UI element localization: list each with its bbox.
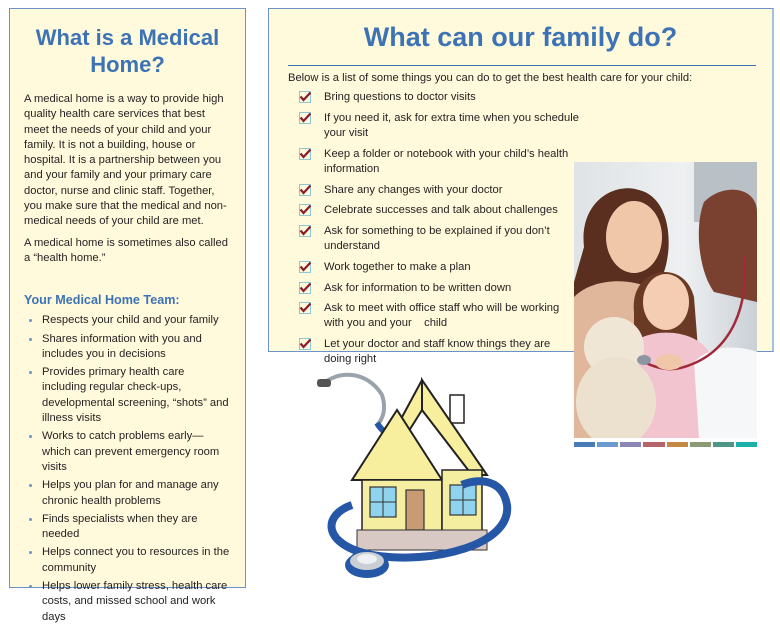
bullet-icon [29,585,32,588]
checkbox-checked-icon [299,282,311,294]
checkbox-checked-icon [299,302,311,314]
team-heading: Your Medical Home Team: [24,293,180,308]
team-item: Helps you plan for and manage any chronic health problems [24,478,231,509]
checkbox-checked-icon [299,148,311,160]
color-swatch [597,442,618,447]
bullet-icon [29,338,32,341]
team-item: Respects your child and your family [24,313,231,328]
bullet-icon [29,319,32,322]
bullet-icon [29,371,32,374]
checkbox-checked-icon [299,184,311,196]
checklist-item: If you need it, ask for extra time when you schedule your visit [299,111,599,141]
checklist-item: Work together to make a plan [299,260,599,275]
team-item: Works to catch problems early—which can prevent emergency room visits [24,429,231,475]
checklist-item: Share any changes with your doctor [299,183,599,198]
checklist-item: Ask for information to be written down [299,281,599,296]
checkbox-checked-icon [299,261,311,273]
color-swatch [574,442,595,447]
color-swatch [643,442,664,447]
checkbox-checked-icon [299,112,311,124]
family-actions-title: What can our family do? [363,22,678,52]
checkbox-checked-icon [299,225,311,237]
checklist-item: Bring questions to doctor visits [299,90,599,105]
checkbox-checked-icon [299,91,311,103]
team-item: Shares information with you and includes you in decisions [24,332,231,363]
color-swatch [736,442,757,447]
family-checklist [299,90,599,373]
checklist-item: Ask to meet with office staff who will be working with you and your child [299,301,574,331]
team-item: Provides primary health care including regular check-ups, developmental screening, “shots” and illness visits [24,365,231,426]
house-stethoscope-icon [312,365,522,585]
team-list [24,313,231,625]
team-item: Helps lower family stress, health care costs, and missed school and work days [24,579,231,625]
bullet-icon [29,551,32,554]
medical-home-panel [9,8,246,623]
medical-home-title: What is a Medical Home? [35,25,220,77]
medical-home-description: A medical home is a way to provide high quality health care services that best meet the needs of your child and your family. It is not a building, house or hospital. It is a partnership between you and your family and your primary care doctor, nurse and clinic staff. Together, you make sure that the medical and non-medical needs of your child are met. [24,93,227,228]
color-swatch [713,442,734,447]
family-doctor-photo [574,162,757,438]
bullet-icon [29,518,32,521]
team-item: Finds specialists when they are needed [24,512,231,543]
checklist-item: Ask for something to be explained if you don’t understand [299,224,559,254]
health-home-note: A medical home is sometimes also called a “health home.” [24,236,228,264]
checklist-item: Keep a folder or notebook with your child’s health information [299,147,599,177]
color-swatch [667,442,688,447]
checklist-item: Let your doctor and staff know things they are doing right [299,337,569,367]
title-divider [288,65,756,66]
checkbox-checked-icon [299,338,311,350]
color-bar [574,442,757,447]
bullet-icon [29,435,32,438]
checklist-item: Celebrate successes and talk about challenges [299,203,599,218]
checklist-intro: Below is a list of some things you can do to get the best health care for your child: [288,72,693,84]
bullet-icon [29,484,32,487]
color-swatch [690,442,711,447]
color-swatch [620,442,641,447]
team-item: Helps connect you to resources in the community [24,545,231,576]
checkbox-checked-icon [299,204,311,216]
